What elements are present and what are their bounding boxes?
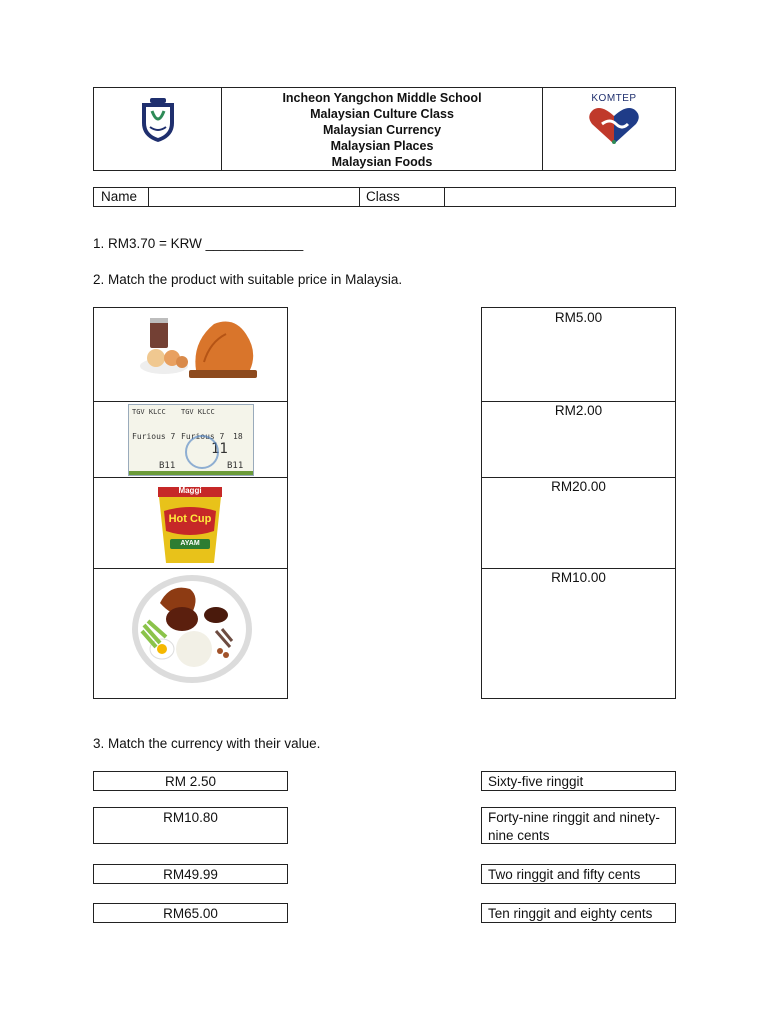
ticket-number: 11	[211, 441, 228, 457]
product-cell-noodle[interactable]	[93, 477, 288, 570]
topic-places: Malaysian Places	[330, 139, 434, 153]
class-field[interactable]	[445, 188, 675, 206]
question-2-instruction: 2. Match the product with suitable price in Malaysia.	[93, 272, 403, 287]
class-label: Class	[366, 189, 400, 204]
topic-foods: Malaysian Foods	[331, 155, 433, 169]
noodle-product: Hot Cup	[168, 513, 212, 525]
ticket-title: Furious 7	[132, 432, 176, 441]
komtep-logo-text: KOMTEP	[591, 93, 637, 104]
info-row	[93, 187, 676, 207]
komtep-logo	[586, 93, 642, 149]
header-box	[93, 87, 676, 171]
fried-chicken-meal-icon	[134, 312, 264, 384]
value-box-4[interactable]: Ten ringgit and eighty cents	[481, 903, 676, 923]
ticket-seat-left: B11	[159, 461, 176, 471]
noodle-flavour: AYAM	[180, 540, 200, 547]
school-name: Incheon Yangchon Middle School	[282, 91, 482, 105]
price-cell-1[interactable]	[481, 307, 676, 402]
price-label-2: RM2.00	[554, 403, 603, 418]
price-cell-4[interactable]	[481, 568, 676, 699]
class-name: Malaysian Culture Class	[310, 107, 454, 121]
value-box-3[interactable]: Two ringgit and fifty cents	[481, 864, 676, 884]
value-box-1[interactable]: Sixty-five ringgit	[481, 771, 676, 791]
currency-box-3[interactable]: RM49.99	[93, 864, 288, 884]
header-divider-right	[542, 88, 543, 170]
price-cell-2[interactable]	[481, 401, 676, 478]
price-cell-3[interactable]	[481, 477, 676, 570]
currency-box-1[interactable]: RM 2.50	[93, 771, 288, 791]
ticket-stamp-icon	[185, 435, 219, 469]
ticket-title-2: Furious 7	[181, 432, 225, 441]
header-title-block	[222, 90, 542, 170]
name-label: Name	[101, 189, 138, 204]
price-label-3: RM20.00	[551, 479, 606, 494]
product-cell-ticket[interactable]	[93, 401, 288, 478]
price-label-1: RM5.00	[554, 310, 603, 325]
noodle-brand: Maggi	[178, 486, 202, 495]
topic-currency: Malaysian Currency	[322, 123, 442, 137]
heart-handshake-icon	[586, 104, 642, 146]
question-3-instruction: 3. Match the currency with their value.	[93, 736, 321, 751]
nasi-lemak-plate-icon	[130, 573, 254, 685]
name-field-divider	[359, 188, 360, 206]
currency-box-2[interactable]: RM10.80	[93, 807, 288, 844]
ticket-seat-right: B11	[227, 461, 244, 471]
name-field[interactable]	[149, 188, 359, 206]
value-box-2[interactable]: Forty-nine ringgit and ninety-nine cents	[481, 807, 676, 844]
ticket-hall: 18	[233, 432, 243, 441]
ticket-stripe	[129, 471, 253, 475]
ticket-header-mid: TGV KLCC	[181, 408, 215, 416]
price-label-4: RM10.00	[551, 570, 606, 585]
currency-box-4[interactable]: RM65.00	[93, 903, 288, 923]
product-cell-meal[interactable]	[93, 307, 288, 402]
movie-ticket-icon	[128, 404, 254, 476]
product-cell-nasi-lemak[interactable]	[93, 568, 288, 699]
ticket-header-left: TGV KLCC	[132, 408, 166, 416]
instant-noodle-cup-icon	[156, 485, 224, 565]
question-1: 1. RM3.70 = KRW _____________	[93, 236, 304, 251]
school-crest-icon	[138, 97, 178, 143]
